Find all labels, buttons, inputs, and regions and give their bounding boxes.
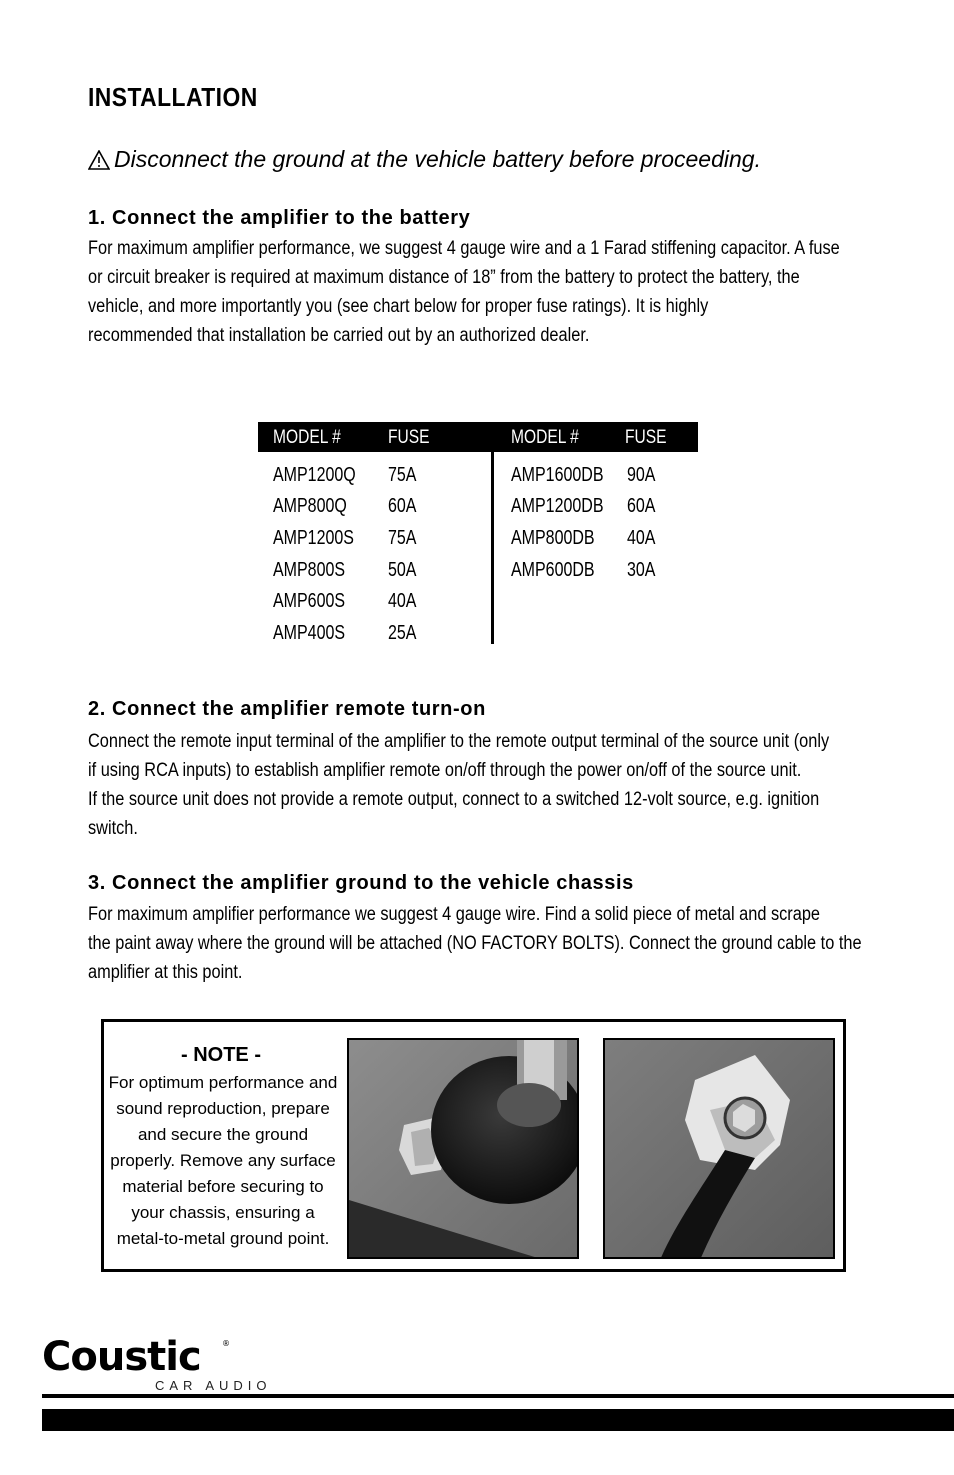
step-1-body (88, 234, 862, 350)
text-line: or circuit breaker is required at maximum distance of 18” from the battery to protect the battery, the (88, 267, 800, 288)
text-line: If the source unit does not provide a remote output, connect to a switched 12-volt source, e.g. ignition (88, 789, 820, 810)
text-line: metal-to-metal ground point. (116, 1229, 330, 1248)
model-cell: AMP400S (273, 622, 346, 644)
registered-mark: ® (222, 1339, 230, 1348)
fuse-cell: 60A (388, 495, 417, 517)
footer-rule (42, 1394, 954, 1398)
model-cell: AMP600DB (511, 559, 595, 581)
fuse-rating-table (258, 422, 698, 647)
model-cell: AMP800DB (511, 527, 595, 549)
text-line: your chassis, ensuring a (131, 1203, 315, 1222)
model-cell: AMP1600DB (511, 464, 604, 486)
fuse-cell: 60A (627, 495, 656, 517)
fuse-cell: 25A (388, 622, 417, 644)
logo-wordmark: Coustic (42, 1334, 201, 1378)
text-line: properly. Remove any surface (110, 1151, 336, 1170)
fuse-cell: 30A (627, 559, 656, 581)
fuse-cell: 40A (627, 527, 656, 549)
note-title: - NOTE - (181, 1044, 261, 1066)
model-cell: AMP1200Q (273, 464, 356, 486)
text-line: material before securing to (122, 1177, 324, 1196)
fuse-cell: 50A (388, 559, 417, 581)
note-box (101, 1019, 846, 1272)
model-cell: AMP1200DB (511, 495, 604, 517)
fuse-cell: 75A (388, 464, 417, 486)
text-line: the paint away where the ground will be attached (NO FACTORY BOLTS). Connect the ground cable to the (88, 933, 862, 954)
text-line: For maximum amplifier performance we suggest 4 gauge wire. Find a solid piece of metal and scrape (88, 904, 821, 925)
header-model: MODEL # (273, 427, 341, 448)
model-cell: AMP800Q (273, 495, 347, 517)
step-2-body (88, 727, 862, 843)
text-line: and secure the ground (137, 1125, 309, 1144)
fuse-cell: 40A (388, 590, 417, 612)
table-header (258, 422, 698, 452)
header-model: MODEL # (511, 427, 579, 448)
model-cell: AMP800S (273, 559, 346, 581)
scraped-chassis-photo (347, 1038, 579, 1259)
note-text (108, 1070, 338, 1252)
text-line: amplifier at this point. (88, 962, 243, 983)
coustic-logo (42, 1334, 242, 1378)
text-line: Connect the remote input terminal of the amplifier to the remote output terminal of the source unit (only (88, 731, 830, 752)
text-line: recommended that installation be carried out by an authorized dealer. (88, 325, 590, 346)
step-1-heading: 1. Connect the amplifier to the battery (88, 207, 471, 229)
warning-text: Disconnect the ground at the vehicle battery before proceeding. (114, 146, 761, 172)
fuse-cell: 90A (627, 464, 656, 486)
text-line: For optimum performance and (108, 1073, 338, 1092)
header-fuse: FUSE (388, 427, 430, 448)
model-cell: AMP600S (273, 590, 346, 612)
text-line: vehicle, and more importantly you (see chart below for proper fuse ratings). It is highly (88, 296, 709, 317)
ground-terminal-photo (603, 1038, 835, 1259)
column-divider (491, 452, 494, 644)
text-line: if using RCA inputs) to establish amplifier remote on/off through the power on/off of the source unit. (88, 760, 802, 781)
text-line: switch. (88, 818, 138, 839)
fuse-cell: 75A (388, 527, 417, 549)
header-fuse: FUSE (625, 427, 667, 448)
warning-triangle-icon (88, 150, 110, 170)
page-title: INSTALLATION (88, 82, 258, 112)
footer-bar (42, 1409, 954, 1431)
text-line: sound reproduction, prepare (116, 1099, 330, 1118)
step-3-heading: 3. Connect the amplifier ground to the vehicle chassis (88, 872, 634, 894)
step-3-body (88, 900, 862, 987)
step-2-heading: 2. Connect the amplifier remote turn-on (88, 698, 486, 720)
logo-tagline: CAR AUDIO (155, 1378, 272, 1393)
text-line: For maximum amplifier performance, we suggest 4 gauge wire and a 1 Farad stiffening capacitor. A fuse (88, 238, 840, 259)
model-cell: AMP1200S (273, 527, 354, 549)
warning-line (88, 146, 761, 173)
